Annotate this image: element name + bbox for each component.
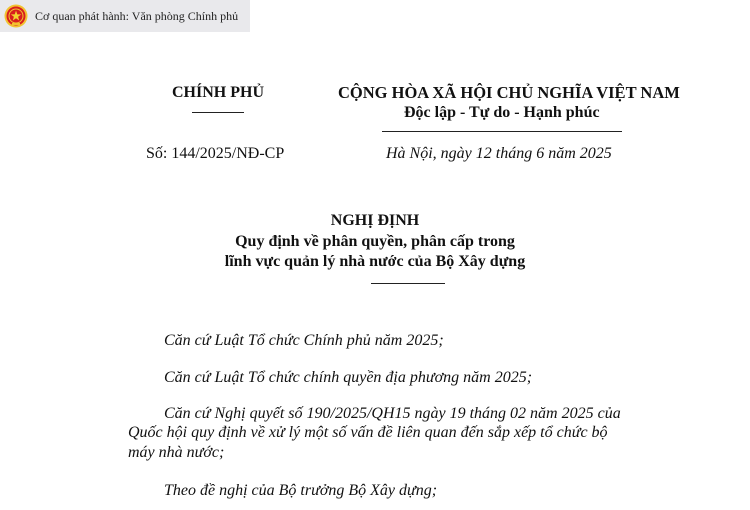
basis-paragraph-1: Căn cứ Luật Tổ chức Chính phủ năm 2025; (164, 332, 444, 349)
proposal-paragraph: Theo đề nghị của Bộ trưởng Bộ Xây dựng; (164, 482, 438, 499)
national-motto: Độc lập - Tự do - Hạnh phúc (404, 104, 600, 121)
country-name: CỘNG HÒA XÃ HỘI CHỦ NGHĨA VIỆT NAM (338, 83, 680, 102)
basis-paragraph-3-line-3: máy nhà nước; (128, 444, 225, 461)
document-number: Số: 144/2025/NĐ-CP (146, 145, 285, 162)
issuing-authority: CHÍNH PHỦ (172, 84, 264, 101)
basis-paragraph-3-line-1: Căn cứ Nghị quyết số 190/2025/QH15 ngày 19 tháng 02 năm 2025 của (164, 405, 621, 422)
place-and-date: Hà Nội, ngày 12 tháng 6 năm 2025 (386, 145, 612, 162)
basis-paragraph-2: Căn cứ Luật Tổ chức chính quyền địa phương năm 2025; (164, 369, 533, 386)
document-title-line-1: Quy định về phân quyền, phân cấp trong (235, 233, 515, 250)
issuer-bar (0, 0, 250, 32)
national-emblem-icon (4, 4, 28, 28)
basis-paragraph-3-line-2: Quốc hội quy định về xử lý một số vấn đề liên quan đến sắp xếp tổ chức bộ (128, 424, 608, 441)
authority-underline (192, 112, 244, 113)
document-title-line-2: lĩnh vực quản lý nhà nước của Bộ Xây dựng (224, 253, 526, 270)
motto-underline (382, 131, 622, 132)
title-underline (371, 283, 445, 284)
issuer-label: Cơ quan phát hành: Văn phòng Chính phủ (35, 8, 239, 23)
document-type: NGHỊ ĐỊNH (330, 212, 420, 229)
